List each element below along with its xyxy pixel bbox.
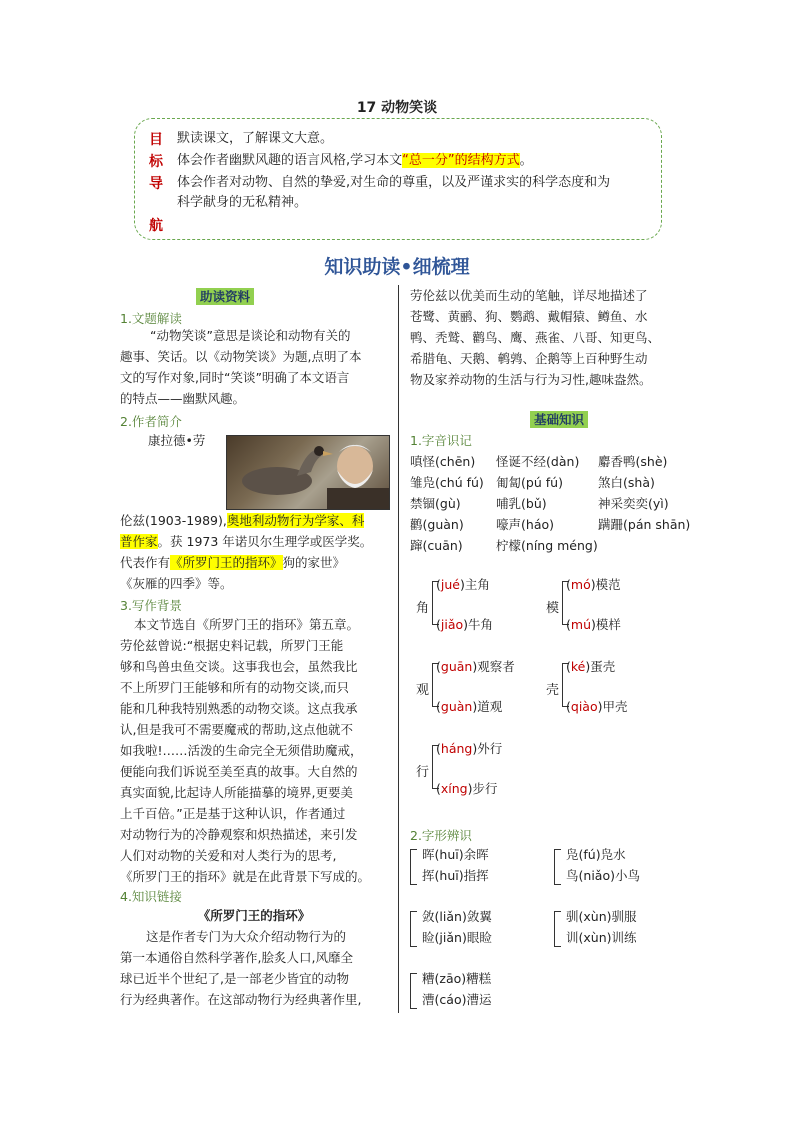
- text-line: 《所罗门王的指环》就是在此背景下写成的。: [120, 869, 371, 884]
- pinyin-entry: 麝香鸭(shè): [598, 454, 668, 469]
- shape-entry: 凫(fú)凫水: [566, 847, 626, 862]
- text-line: 苍鹭、黄鹂、狗、鹦鹉、戴帽猿、鳟鱼、水: [410, 309, 648, 324]
- polyphone-group: [410, 575, 550, 635]
- brace: [410, 849, 417, 885]
- goal-side-char: 导: [149, 176, 163, 192]
- pinyin-entry: 雏凫(chú fú): [410, 475, 484, 490]
- polyphone-char: 观: [416, 683, 430, 698]
- text-line: 上千百倍。”正是基于这种认识，作者通过: [120, 806, 346, 821]
- basics-badge: 基础知识: [530, 410, 588, 428]
- pinyin-entry: 神采奕奕(yì): [598, 496, 669, 511]
- text-line: 对动物行为的冷静观察和炽热描述，来引发: [120, 827, 358, 842]
- shape-group: [410, 907, 546, 951]
- shape-entry: 晖(huī)余晖: [422, 847, 489, 862]
- author-photo: [226, 435, 390, 510]
- polyphone-char: 角: [416, 601, 430, 616]
- section-label: 1.文题解读: [120, 311, 182, 326]
- pinyin-entry: 鹳(guàn): [410, 517, 464, 532]
- text-line: 够和鸟兽虫鱼交谈。这事我也会，虽然我比: [120, 659, 358, 674]
- text-line: 鸭、秃鹫、鹳鸟、鹰、燕雀、八哥、知更鸟、: [410, 330, 661, 345]
- pinyin-entry: 匍匐(pú fú): [496, 475, 563, 490]
- polyphone-reading: (mú)模样: [566, 617, 621, 632]
- text-line: 劳伦兹曾说:“根据史料记载，所罗门王能: [120, 638, 344, 653]
- polyphone-reading: (mó)模范: [566, 577, 621, 592]
- text-line: 能和几种我特别熟悉的动物交谈。这点我承: [120, 701, 358, 716]
- polyphone-char: 模: [546, 601, 560, 616]
- background-paragraph: [120, 614, 388, 887]
- section-heading: 知识助读•细梳理: [324, 256, 470, 278]
- text-line: 便能向我们诉说至美至真的故事。大自然的: [120, 764, 358, 779]
- page-title: 17 动物笑谈: [356, 100, 438, 116]
- polyphone-reading: (ké)蛋壳: [566, 659, 616, 674]
- paragraph: “动物笑谈”意思是谈论和动物有关的 趣事、笑话。以《动物笑谈》为题,点明了本 文的写作对象,同时“笑谈”明确了本文语言 的特点——幽默风趣。: [120, 328, 362, 406]
- shape-group: [554, 907, 690, 951]
- section-label: 2.字形辨识: [410, 828, 472, 843]
- goal-side-char: 标: [149, 154, 163, 170]
- pinyin-entry: 怪诞不经(dàn): [496, 454, 580, 469]
- polyphone-reading: (jiǎo)牛角: [436, 617, 494, 632]
- goal-line: 体会作者幽默风趣的语言风格,学习本文“总一分”的结构方式。: [177, 153, 533, 168]
- author-intro: 伦兹(1903-1989),奥地利动物行为学家、科 普作家。获 1973 年诺贝尔生理学或医学奖。 代表作有《所罗门王的指环》狗的家世》 《灰雁的四季》等。: [120, 513, 373, 591]
- text-line: 球已近半个世纪了,是一部老少皆宜的动物: [120, 971, 349, 986]
- section-label: 3.写作背景: [120, 598, 182, 613]
- pinyin-entry: 嗔怪(chēn): [410, 454, 476, 469]
- shape-entry: 训(xùn)训练: [566, 930, 637, 945]
- goal-side-char: 航: [149, 218, 163, 234]
- polyphone-groups: [410, 575, 690, 815]
- text-line: 这是作者专门为大众介绍动物行为的: [146, 929, 347, 944]
- shape-entry: 驯(xùn)驯服: [566, 909, 637, 924]
- link-paragraph: [120, 926, 388, 1010]
- polyphone-group: [540, 575, 680, 635]
- section-label: 4.知识链接: [120, 889, 182, 904]
- column-divider: [398, 285, 399, 1013]
- shape-entry: 敛(liǎn)敛翼: [422, 909, 492, 924]
- brace: [410, 973, 417, 1009]
- text-line: 物及家养动物的生活与行为习性,趣味盎然。: [410, 372, 652, 387]
- highlight: 《所罗门王的指环》: [170, 555, 283, 570]
- text-line: 希腊龟、天鹅、鹌鹑、企鹅等上百种野生动: [410, 351, 648, 366]
- goal-side-char: 目: [149, 132, 163, 148]
- polyphone-char: 壳: [546, 683, 560, 698]
- text-line: 如我啦!……活泼的生命完全无须借助魔戒，: [120, 743, 363, 758]
- pinyin-entry: 嚎声(háo): [496, 517, 555, 532]
- polyphone-group: [410, 657, 550, 717]
- shape-group: [554, 845, 690, 889]
- highlight: 普作家: [120, 534, 158, 549]
- polyphone-reading: (qiào)甲壳: [566, 699, 628, 714]
- pinyin-entry: 煞白(shà): [598, 475, 655, 490]
- text-line: 行为经典著作。在这部动物行为经典著作里,: [120, 992, 362, 1007]
- text-line: 真实面貌,比起诗人所能描摹的境界,更要美: [120, 785, 353, 800]
- book-title: 《所罗门王的指环》: [197, 908, 311, 923]
- text-line: 第一本通俗自然科学著作,脍炙人口,风靡全: [120, 950, 353, 965]
- brace: [554, 849, 561, 885]
- pinyin-entry: 哺乳(bǔ): [496, 496, 547, 511]
- polyphone-char: 行: [416, 765, 430, 780]
- reading-aid-badge: 助读资料: [196, 287, 254, 305]
- pinyin-entry: 禁锢(gù): [410, 496, 461, 511]
- polyphone-reading: (háng)外行: [436, 741, 503, 756]
- learning-goals-box: [134, 118, 662, 240]
- shape-group: [410, 969, 546, 1013]
- polyphone-group: [410, 739, 550, 799]
- shape-entry: 挥(huī)指挥: [422, 868, 489, 883]
- polyphone-group: [540, 657, 680, 717]
- polyphone-reading: (guān)观察者: [436, 659, 515, 674]
- highlight: 奥地利动物行为学家、科: [226, 513, 365, 528]
- continued-paragraph: [410, 285, 690, 390]
- shape-entry: 睑(jiǎn)眼睑: [422, 930, 492, 945]
- shape-entry: 漕(cáo)漕运: [422, 992, 492, 1007]
- text-line: 认,但是我可不需要魔戒的帮助,这点他就不: [120, 722, 353, 737]
- polyphone-reading: (jué)主角: [436, 577, 490, 592]
- text-line: 劳伦兹以优美而生动的笔触，详尽地描述了: [410, 288, 648, 303]
- section-label: 1.字音识记: [410, 433, 472, 448]
- polyphone-reading: (xíng)步行: [436, 781, 498, 796]
- brace: [554, 911, 561, 947]
- pinyin-entry: 柠檬(níng méng): [496, 538, 598, 553]
- pinyin-entry: 蹒跚(pán shān): [598, 517, 691, 532]
- goal-line: 默读课文，了解课文大意。: [177, 131, 334, 146]
- polyphone-reading: (guàn)道观: [436, 699, 503, 714]
- shape-entry: 糟(zāo)糟糕: [422, 971, 492, 986]
- shape-entry: 鸟(niǎo)小鸟: [566, 868, 641, 883]
- brace: [410, 911, 417, 947]
- text-line: 不上所罗门王能够和所有的动物交谈,而只: [120, 680, 349, 695]
- section-label: 2.作者简介: [120, 414, 182, 429]
- text-line: 本文节选自《所罗门王的指环》第五章。: [134, 617, 360, 632]
- shape-groups: [410, 845, 690, 1015]
- shape-group: [410, 845, 546, 889]
- author-name: 康拉德•劳: [148, 433, 206, 448]
- pinyin-entry: 蹿(cuān): [410, 538, 463, 553]
- highlight: “总一分”的结构方式: [402, 153, 520, 168]
- goal-line: 科学献身的无私精神。: [177, 195, 308, 210]
- goal-line: 体会作者对动物、自然的挚爱,对生命的尊重，以及严谨求实的科学态度和为: [177, 175, 611, 190]
- text-line: 人们对动物的关爱和对人类行为的思考,: [120, 848, 337, 863]
